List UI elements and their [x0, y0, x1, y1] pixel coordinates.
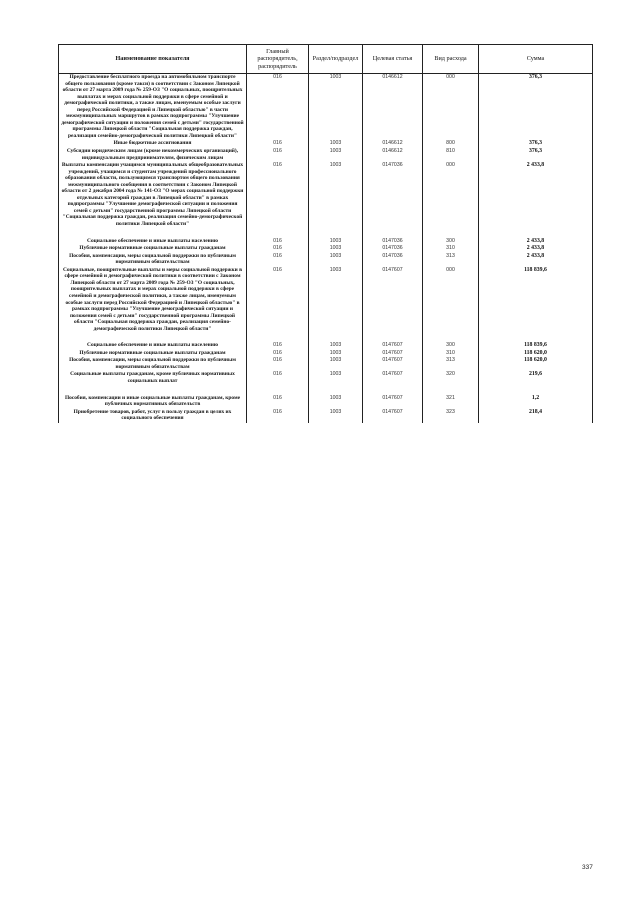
- row-target: 0147607: [363, 409, 423, 423]
- row-target: 0147607: [363, 395, 423, 409]
- row-name: Публичные нормативные социальные выплаты гражданам: [59, 350, 247, 358]
- row-target: 0146612: [363, 74, 423, 141]
- table-header-row: [59, 45, 593, 74]
- row-admin: 016: [247, 409, 309, 423]
- row-name: Социальные выплаты гражданам, кроме публичных нормативных социальных выплат: [59, 371, 247, 385]
- row-expense: 321: [423, 395, 479, 409]
- table-row: [59, 140, 593, 148]
- row-target: 0147607: [363, 267, 423, 333]
- row-admin: 016: [247, 238, 309, 246]
- row-sum: 376,3: [479, 140, 593, 148]
- row-section: 1003: [309, 371, 363, 385]
- row-expense: 310: [423, 245, 479, 253]
- spacer-cell: [309, 333, 363, 342]
- row-admin: 016: [247, 253, 309, 267]
- row-section: 1003: [309, 74, 363, 141]
- row-target: 0147607: [363, 357, 423, 371]
- row-name: Субсидии юридическим лицам (кроме некоммерческих организаций), индивидуальным предпринимателям, физическим лицам: [59, 148, 247, 162]
- header-target: Целевая статья: [363, 45, 423, 74]
- row-target: 0147036: [363, 238, 423, 246]
- table-row: [59, 395, 593, 409]
- row-name: Предоставление бесплатного проезда на автомобильном транспорте общего пользования (кроме такси) в соответствии с Законом Липецкой области от 27 марта 2009 года № 259-ОЗ "О социальных, поощрительных выплатах и мерах социальной поддержки в сфере семейной и демографической политики, а также лицам, именуемым особые заслуги перед Российской Федерацией и Липецкой областью" в части межмуниципальных маршрутов в рамках подпрограммы "Улучшение демографической ситуации и положения семей с детьми" государственной программы Липецкой области "Социальная поддержка граждан, реализация семейно-демографической политики Липецкой области": [59, 74, 247, 141]
- row-admin: 016: [247, 140, 309, 148]
- table-row: [59, 267, 593, 333]
- spacer-cell: [363, 386, 423, 395]
- table-row: [59, 357, 593, 371]
- table-row: [59, 74, 593, 141]
- row-spacer: [59, 229, 593, 238]
- row-expense: 000: [423, 74, 479, 141]
- budget-table: [58, 44, 593, 423]
- spacer-cell: [247, 333, 309, 342]
- row-sum: 118 839,6: [479, 267, 593, 333]
- row-expense: 000: [423, 267, 479, 333]
- row-sum: 1,2: [479, 395, 593, 409]
- page-number: 337: [582, 864, 593, 871]
- spacer-cell: [423, 386, 479, 395]
- table-row: [59, 162, 593, 228]
- row-expense: 310: [423, 350, 479, 358]
- spacer-cell: [59, 386, 247, 395]
- spacer-cell: [479, 386, 593, 395]
- row-admin: 016: [247, 350, 309, 358]
- table-row: [59, 238, 593, 246]
- row-expense: 320: [423, 371, 479, 385]
- row-admin: 016: [247, 395, 309, 409]
- row-expense: 300: [423, 342, 479, 350]
- row-admin: 016: [247, 245, 309, 253]
- row-section: 1003: [309, 350, 363, 358]
- row-name: Выплаты компенсации учащимся муниципальных общеобразовательных учреждений, учащимся и студентам учреждений профессионального образования области, пользующимся транспортом общего пользования межмуниципального сообщения в соответствии с Законом Липецкой области от 2 декабря 2004 года № 141-ОЗ "О мерах социальной поддержки отдельных категорий граждан в Липецкой области" в рамках подпрограммы "Улучшение демографической ситуации и положения семей с детьми" государственной программы Липецкой области "Социальная поддержка граждан, реализация семейно-демографической политики Липецкой области": [59, 162, 247, 228]
- spacer-cell: [363, 333, 423, 342]
- table-row: [59, 371, 593, 385]
- row-name: Публичные нормативные социальные выплаты гражданам: [59, 245, 247, 253]
- row-name: Пособия, компенсации и иные социальные выплаты гражданам, кроме публичных нормативных обязательств: [59, 395, 247, 409]
- row-target: 0147607: [363, 342, 423, 350]
- row-sum: 2 433,8: [479, 162, 593, 228]
- spacer-cell: [423, 229, 479, 238]
- row-section: 1003: [309, 245, 363, 253]
- row-section: 1003: [309, 140, 363, 148]
- row-target: 0147036: [363, 245, 423, 253]
- row-name: Пособия, компенсации, меры социальной поддержки по публичным нормативным обязательствам: [59, 253, 247, 267]
- row-expense: 313: [423, 357, 479, 371]
- spacer-cell: [247, 229, 309, 238]
- header-name: Наименование показателя: [59, 45, 247, 74]
- row-section: 1003: [309, 395, 363, 409]
- row-admin: 016: [247, 357, 309, 371]
- row-section: 1003: [309, 357, 363, 371]
- row-spacer: [59, 386, 593, 395]
- row-section: 1003: [309, 162, 363, 228]
- row-expense: 323: [423, 409, 479, 423]
- row-name: Приобретение товаров, работ, услуг в пользу граждан в целях их социального обеспечения: [59, 409, 247, 423]
- row-admin: 016: [247, 148, 309, 162]
- spacer-cell: [479, 333, 593, 342]
- row-section: 1003: [309, 409, 363, 423]
- header-admin: Главный распорядитель, распорядитель: [247, 45, 309, 74]
- row-sum: 376,3: [479, 74, 593, 141]
- row-name: Социальное обеспечение и иные выплаты населению: [59, 238, 247, 246]
- row-sum: 118 839,6: [479, 342, 593, 350]
- row-expense: 810: [423, 148, 479, 162]
- row-admin: 016: [247, 342, 309, 350]
- spacer-cell: [423, 333, 479, 342]
- spacer-cell: [247, 386, 309, 395]
- row-admin: 016: [247, 162, 309, 228]
- row-name: Социальные, поощрительные выплаты и меры социальной поддержки в сфере семейной и демографической политики в соответствии с Законом Липецкой области от 27 марта 2009 года № 259-ОЗ "О социальных, поощрительных выплатах и мерах социальной поддержки в сфере семейной и демографической политики, а также лицам, именуемым особые заслуги перед Российской Федерацией и Липецкой областью" в рамках подпрограммы "Улучшение демографической ситуации и положения семей с детьми" государственной программы Липецкой области "Социальная поддержка граждан, реализация семейно-демографической политики Липецкой области": [59, 267, 247, 333]
- row-sum: 219,6: [479, 371, 593, 385]
- spacer-cell: [59, 229, 247, 238]
- row-admin: 016: [247, 267, 309, 333]
- header-section: Раздел/подраздел: [309, 45, 363, 74]
- row-sum: 218,4: [479, 409, 593, 423]
- row-spacer: [59, 333, 593, 342]
- row-section: 1003: [309, 148, 363, 162]
- row-target: 0146612: [363, 140, 423, 148]
- row-name: Пособия, компенсации, меры социальной поддержки по публичным нормативным обязательствам: [59, 357, 247, 371]
- table-row: [59, 245, 593, 253]
- row-target: 0147036: [363, 162, 423, 228]
- header-sum: Сумма: [479, 45, 593, 74]
- table-row: [59, 253, 593, 267]
- row-admin: 016: [247, 74, 309, 141]
- spacer-cell: [363, 229, 423, 238]
- row-target: 0146612: [363, 148, 423, 162]
- row-target: 0147607: [363, 350, 423, 358]
- table-body: [59, 74, 593, 423]
- row-name: Иные бюджетные ассигнования: [59, 140, 247, 148]
- header-expense: Вид расхода: [423, 45, 479, 74]
- row-sum: 118 620,0: [479, 350, 593, 358]
- row-target: 0147036: [363, 253, 423, 267]
- row-expense: 300: [423, 238, 479, 246]
- spacer-cell: [309, 386, 363, 395]
- row-sum: 2 433,8: [479, 245, 593, 253]
- table-row: [59, 148, 593, 162]
- row-expense: 313: [423, 253, 479, 267]
- row-admin: 016: [247, 371, 309, 385]
- row-name: Социальное обеспечение и иные выплаты населению: [59, 342, 247, 350]
- row-target: 0147607: [363, 371, 423, 385]
- row-section: 1003: [309, 238, 363, 246]
- spacer-cell: [479, 229, 593, 238]
- row-sum: 2 433,8: [479, 253, 593, 267]
- spacer-cell: [59, 333, 247, 342]
- row-sum: 2 433,8: [479, 238, 593, 246]
- row-sum: 376,3: [479, 148, 593, 162]
- row-section: 1003: [309, 253, 363, 267]
- spacer-cell: [309, 229, 363, 238]
- table-row: [59, 342, 593, 350]
- row-expense: 800: [423, 140, 479, 148]
- row-sum: 118 620,0: [479, 357, 593, 371]
- row-section: 1003: [309, 267, 363, 333]
- row-expense: 000: [423, 162, 479, 228]
- table-row: [59, 409, 593, 423]
- row-section: 1003: [309, 342, 363, 350]
